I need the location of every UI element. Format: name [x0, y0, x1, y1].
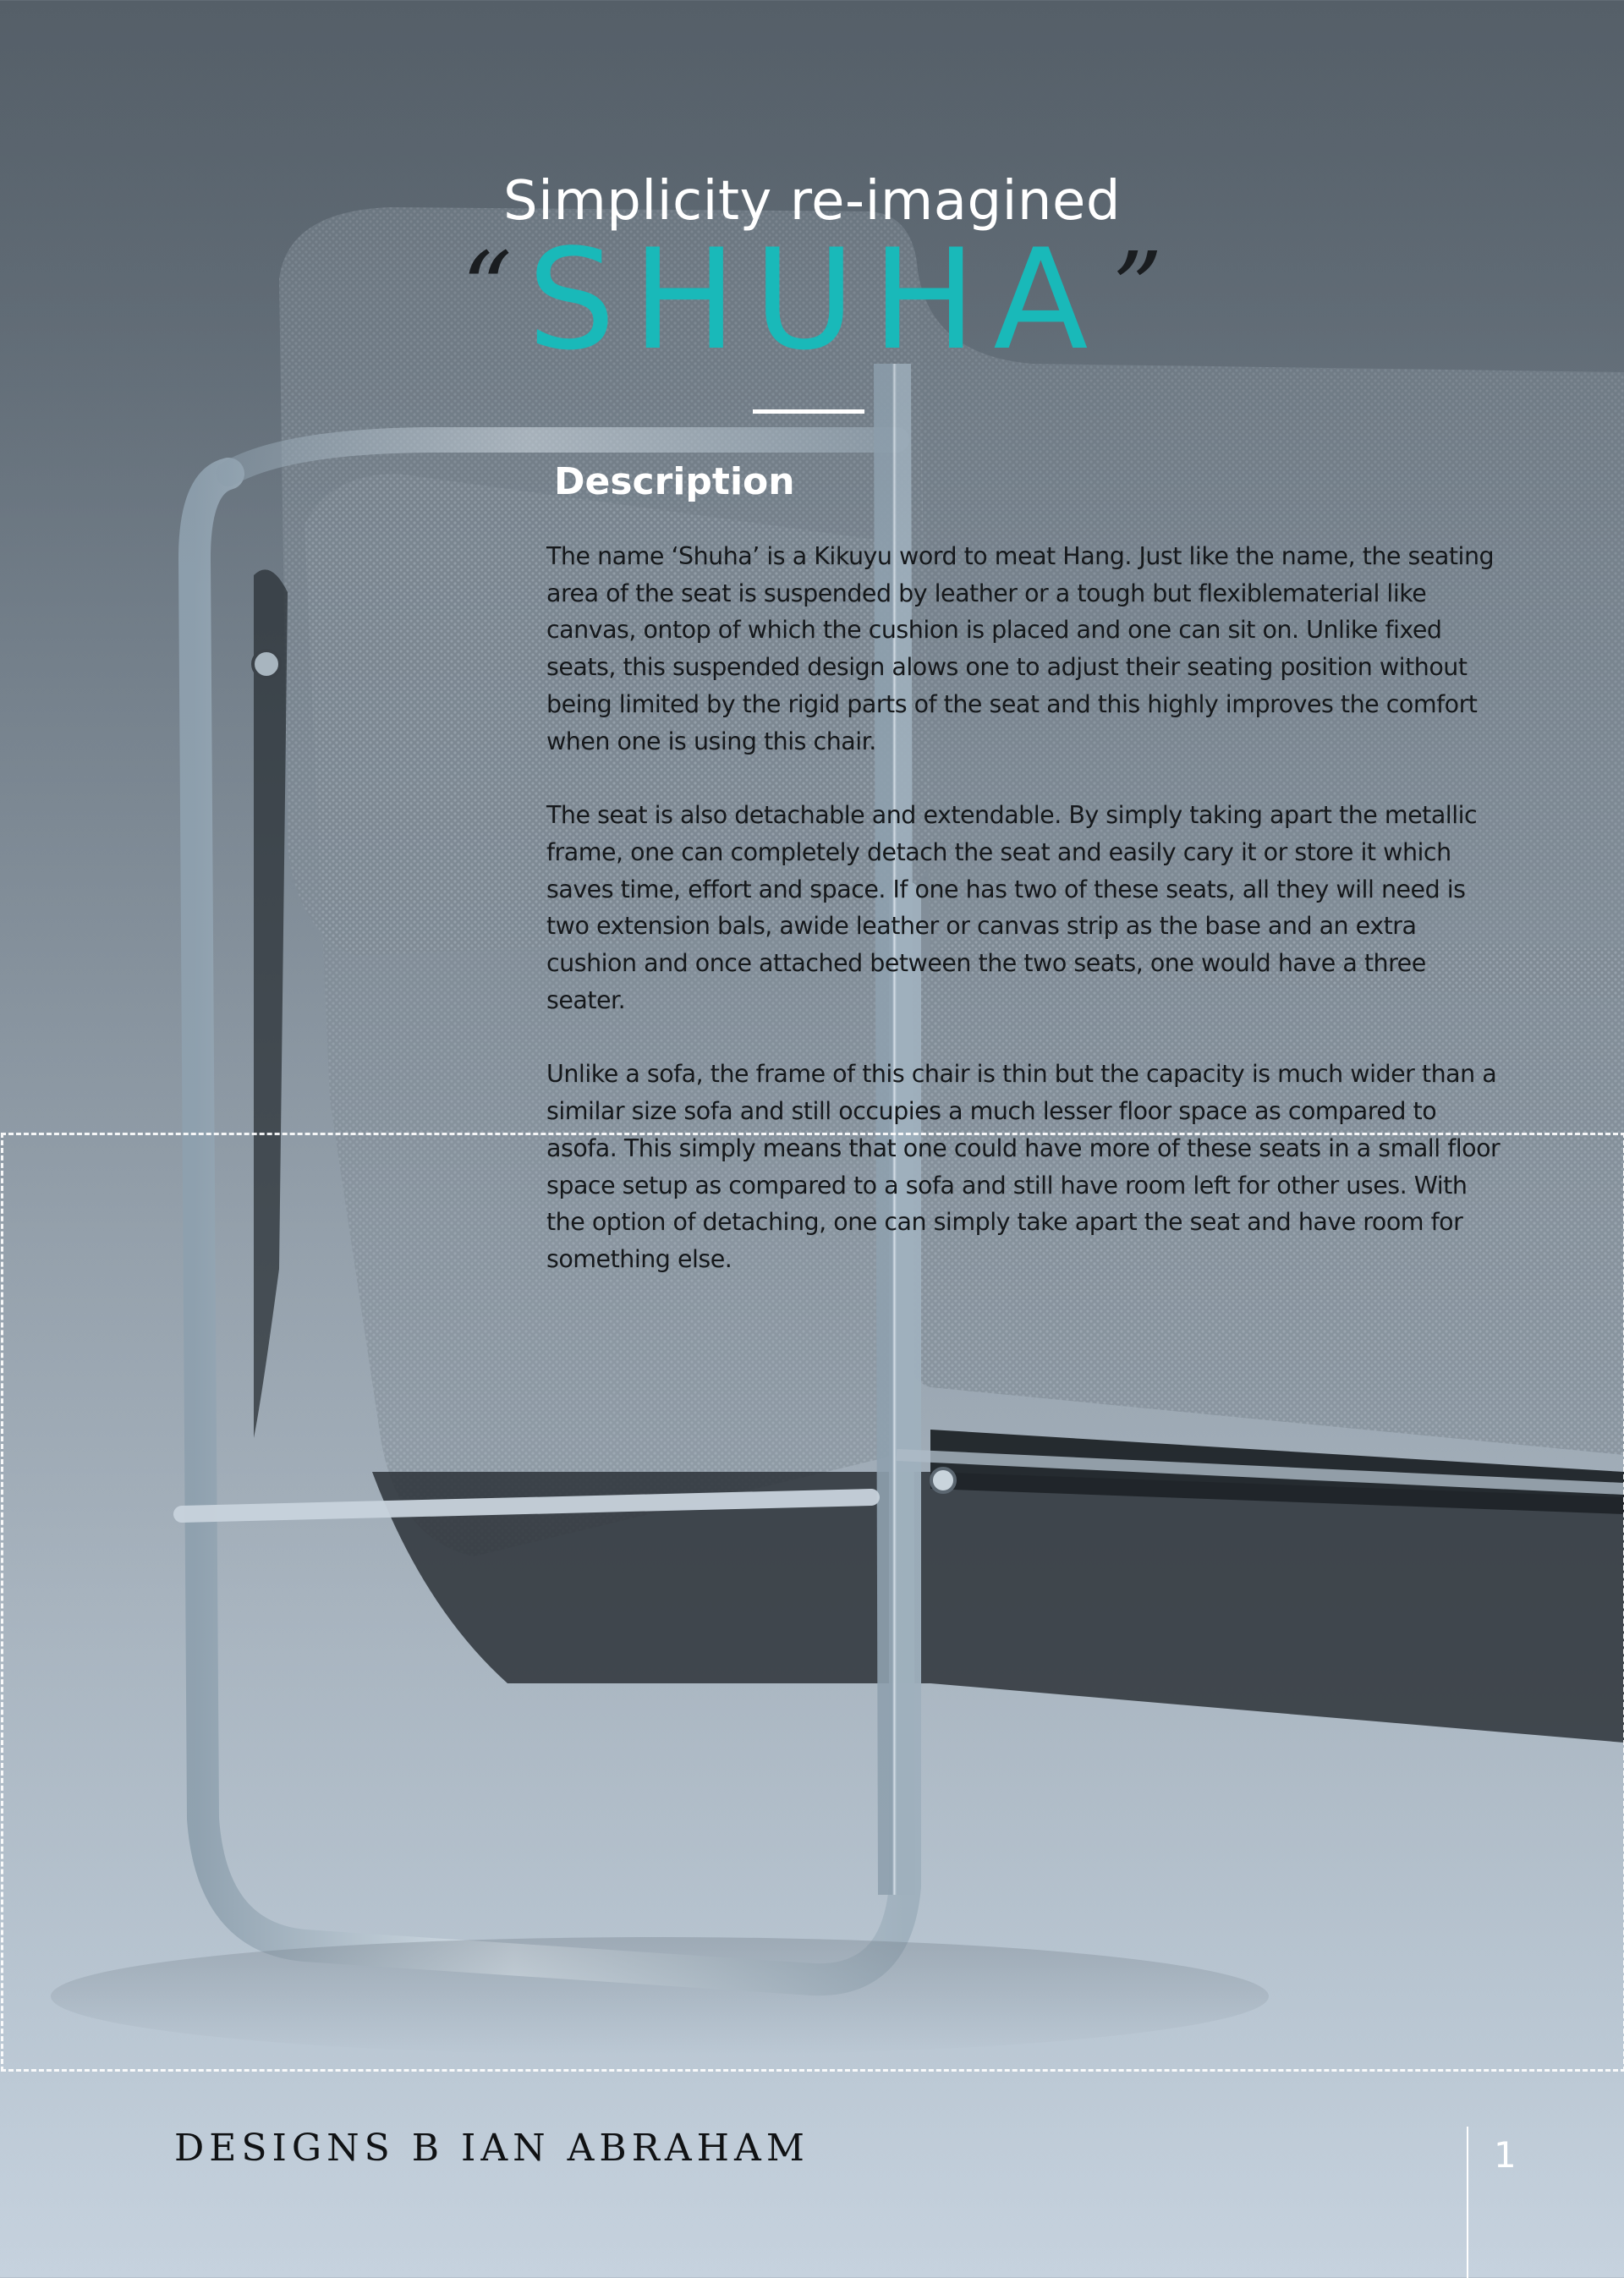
dashed-crop-frame: [1, 1133, 1624, 2072]
description-paragraph: The name ‘Shuha’ is a Kikuyu word to meat Hang. Just like the name, the seating area of the seat is suspended by leather or a tough but flexiblematerial like canvas, ontop of which the cushion is placed and one can sit on. Unlike fixed seats, this suspended design alows one to adjust their seating position without being limited by the rigid parts of the seat and this highly improves the comfort when one is using this chair.: [546, 542, 1495, 755]
title-divider: [753, 409, 864, 414]
page-title: SHUHA: [527, 219, 1106, 381]
close-quote: ”: [1111, 230, 1163, 347]
page-subtitle: Simplicity re-imagined: [503, 170, 1121, 233]
footer-brand: DESIGNS B IAN ABRAHAM: [174, 2127, 809, 2170]
open-quote: “: [461, 230, 513, 347]
page-number: 1: [1494, 2134, 1517, 2176]
title-row: [0, 219, 1624, 381]
footer-divider: [1467, 2127, 1468, 2278]
section-heading: Description: [554, 460, 795, 503]
description-paragraph: The seat is also detachable and extendable. By simply taking apart the metallic frame, one can completely detach the seat and easily cary it or store it which saves time, effort and space. If one has two of these seats, all they will need is two extension bals, awide leather or canvas strip as the base and an extra cushion and once attached between the two seats, one would have a three seater.: [546, 801, 1478, 1014]
description-paragraph: Unlike a sofa, the frame of this chair is thin but the capacity is much wider than a similar size sofa and still occupies a much lesser floor space as compared to asofa. This simply means that one could have more of these seats in a small floor space setup as compared to a sofa and still have room left for other uses. With the option of detaching, one can simply take apart the seat and have room for something else.: [546, 1060, 1501, 1273]
